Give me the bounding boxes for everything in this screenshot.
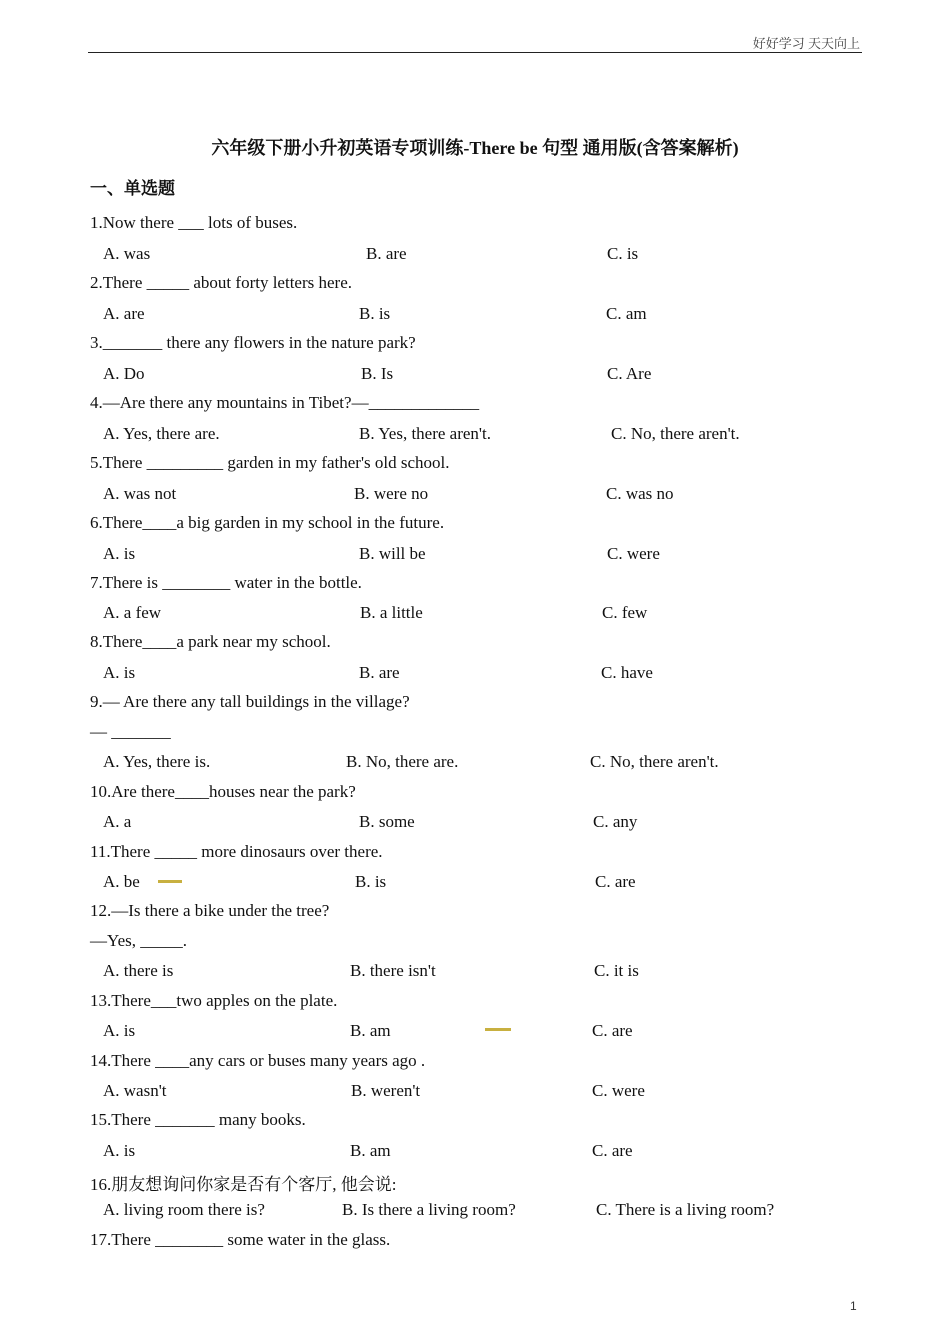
question-12: 12.—Is there a bike under the tree? xyxy=(90,901,330,920)
question-9-reply: — _______ xyxy=(90,722,171,741)
q5-option-b: B. were no xyxy=(354,484,429,503)
q15-option-c: C. are xyxy=(592,1141,633,1160)
q9-option-b: B. No, there are. xyxy=(346,752,459,771)
question-14: 14.There ____any cars or buses many years ago . xyxy=(90,1051,426,1070)
question-3: 3._______ there any flowers in the nature park? xyxy=(90,333,416,352)
q2-option-a: A. are xyxy=(103,304,145,323)
q7-option-c: C. few xyxy=(602,603,648,622)
q1-option-a: A. was xyxy=(103,244,151,263)
question-7: 7.There is ________ water in the bottle. xyxy=(90,573,362,592)
question-17: 17.There ________ some water in the glass. xyxy=(90,1230,391,1249)
question-10: 10.Are there____houses near the park? xyxy=(90,782,356,801)
q10-option-b: B. some xyxy=(359,812,415,831)
q10-option-a: A. a xyxy=(103,812,132,831)
page-number: 1 xyxy=(850,1299,857,1313)
q7-option-a: A. a few xyxy=(103,603,162,622)
q11-option-a: A. be xyxy=(103,872,140,891)
question-13: 13.There___two apples on the plate. xyxy=(90,991,338,1010)
q12-option-b: B. there isn't xyxy=(350,961,436,980)
q14-option-b: B. weren't xyxy=(351,1081,421,1100)
question-9: 9.— Are there any tall buildings in the village? xyxy=(90,692,410,711)
q12-option-c: C. it is xyxy=(594,961,639,980)
q16-option-c: C. There is a living room? xyxy=(596,1200,775,1219)
q9-option-a: A. Yes, there is. xyxy=(103,752,211,771)
q13-option-b: B. am xyxy=(350,1021,391,1040)
q4-option-a: A. Yes, there are. xyxy=(103,424,220,443)
q13-option-c: C. are xyxy=(592,1021,633,1040)
question-5: 5.There _________ garden in my father's old school. xyxy=(90,453,450,472)
q14-option-a: A. wasn't xyxy=(103,1081,167,1100)
q2-option-b: B. is xyxy=(359,304,391,323)
question-1: 1.Now there ___ lots of buses. xyxy=(90,213,298,232)
q10-option-c: C. any xyxy=(593,812,638,831)
q11-option-b: B. is xyxy=(355,872,387,891)
q5-option-c: C. was no xyxy=(606,484,674,503)
document-title: 六年级下册小升初英语专项训练-There be 句型 通用版(含答案解析) xyxy=(211,138,739,158)
q4-option-b: B. Yes, there aren't. xyxy=(359,424,491,443)
q13-option-a: A. is xyxy=(103,1021,136,1040)
question-6: 6.There____a big garden in my school in the future. xyxy=(90,513,445,532)
q11-option-c: C. are xyxy=(595,872,636,891)
section-heading: 一、单选题 xyxy=(90,179,175,198)
q6-option-a: A. is xyxy=(103,544,136,563)
highlight-mark xyxy=(158,880,182,883)
q5-option-a: A. was not xyxy=(103,484,177,503)
q8-option-a: A. is xyxy=(103,663,136,682)
question-4: 4.—Are there any mountains in Tibet?—_____________ xyxy=(90,393,480,412)
q8-option-b: B. are xyxy=(359,663,400,682)
q6-option-c: C. were xyxy=(607,544,660,563)
q1-option-c: C. is xyxy=(607,244,639,263)
q16-option-b: B. Is there a living room? xyxy=(342,1200,516,1219)
q9-option-c: C. No, there aren't. xyxy=(590,752,719,771)
q4-option-c: C. No, there aren't. xyxy=(611,424,740,443)
q7-option-b: B. a little xyxy=(360,603,423,622)
header-text: 好好学习 天天向上 xyxy=(752,36,860,51)
question-15: 15.There _______ many books. xyxy=(90,1110,306,1129)
q8-option-c: C. have xyxy=(601,663,653,682)
q3-option-a: A. Do xyxy=(103,364,145,383)
q1-option-b: B. are xyxy=(366,244,407,263)
q3-option-b: B. Is xyxy=(361,364,394,383)
question-16: 16.朋友想询问你家是否有个客厅, 他会说: xyxy=(90,1175,397,1194)
q16-option-a: A. living room there is? xyxy=(103,1200,265,1219)
q3-option-c: C. Are xyxy=(607,364,652,383)
question-12-reply: —Yes, _____. xyxy=(90,931,187,950)
q12-option-a: A. there is xyxy=(103,961,174,980)
q14-option-c: C. were xyxy=(592,1081,645,1100)
q2-option-c: C. am xyxy=(606,304,647,323)
question-11: 11.There _____ more dinosaurs over there. xyxy=(90,842,383,861)
highlight-mark xyxy=(485,1028,511,1031)
q6-option-b: B. will be xyxy=(359,544,426,563)
q15-option-a: A. is xyxy=(103,1141,136,1160)
q15-option-b: B. am xyxy=(350,1141,391,1160)
question-8: 8.There____a park near my school. xyxy=(90,632,331,651)
question-2: 2.There _____ about forty letters here. xyxy=(90,273,352,292)
header-rule xyxy=(88,52,862,53)
